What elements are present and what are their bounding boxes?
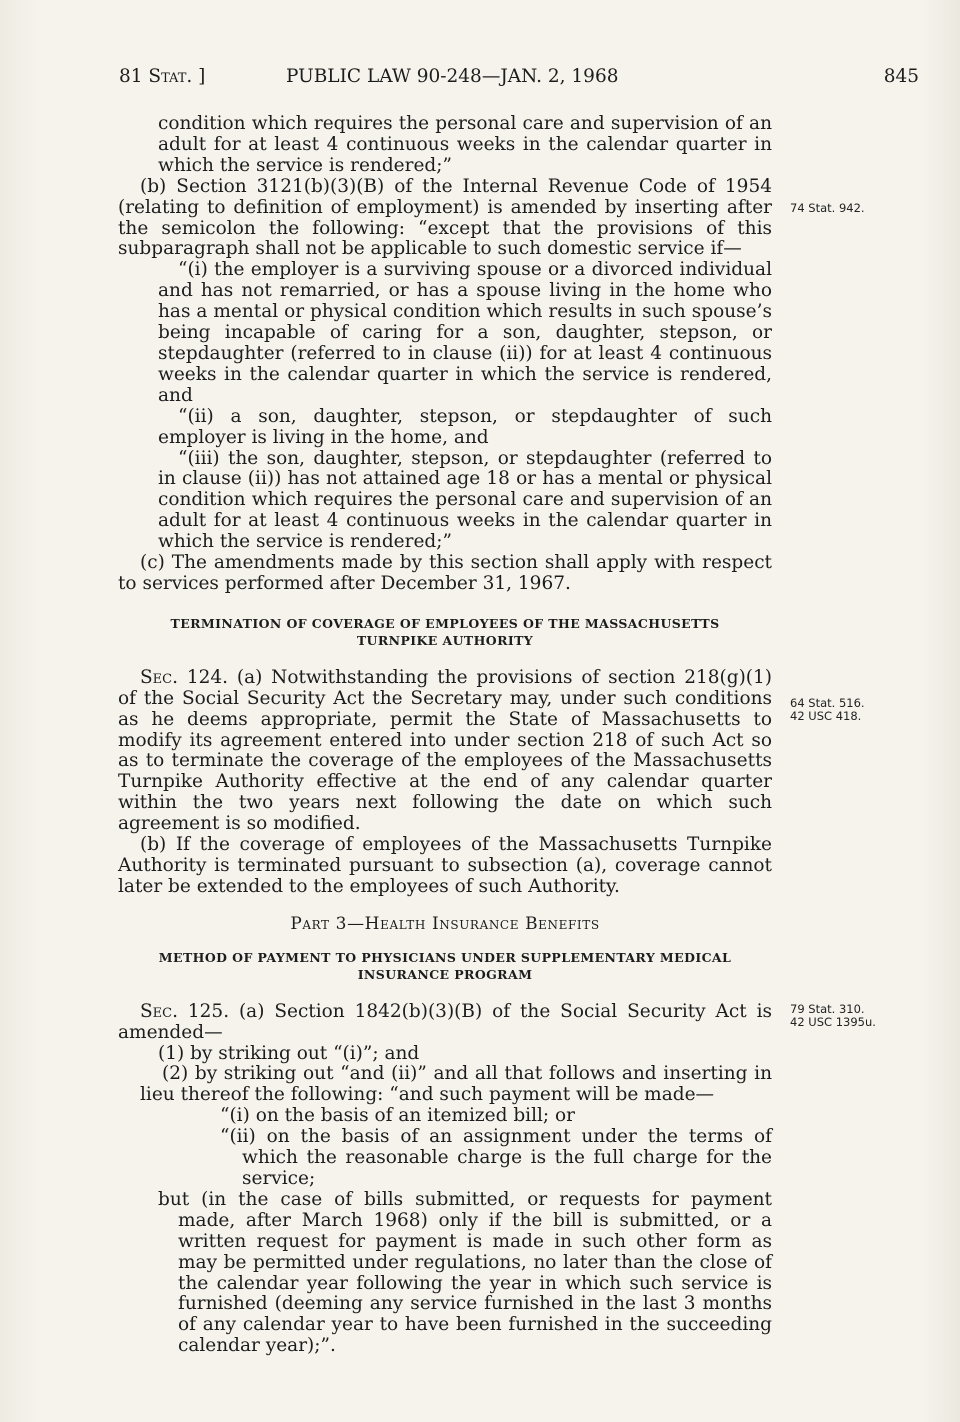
part-heading: Part 3—Health Insurance Benefits: [290, 913, 600, 934]
paragraph: “(i) on the basis of an itemized bill; or: [220, 1105, 576, 1127]
paragraph: “(iii) the son, daughter, stepson, or stepdaughter (referred to in clause (ii)) has not attained age 18 or has a mental or physical condition which requires the personal care and supervision of an adult for at least 4 continuous weeks in the calendar quarter in which the service is rendered;”: [158, 447, 772, 553]
paragraph: “(ii) a son, daughter, stepson, or stepdaughter of such employer is living in the home, and: [158, 405, 772, 448]
paragraph: (c) The amendments made by this section shall apply with respect to services performed after December 31, 1967.: [118, 552, 772, 594]
section-number: Sec. 125.: [140, 1000, 230, 1022]
section-heading: TERMINATION OF COVERAGE OF EMPLOYEES OF THE MASSACHUSETTS TURNPIKE AUTHORITY: [170, 615, 720, 648]
margin-note-3: [790, 1003, 876, 1029]
margin-note-text: 79 Stat. 310.: [790, 1002, 865, 1016]
paragraph: [118, 1002, 772, 1044]
paragraph-text: (a) Notwithstanding the provisions of section 218(g)(1) of the Social Security Act the Secretary may, under such conditions as he deems appropriate, permit the State of Massachusetts to modify its agreement entered into under section 218 of such Act so as to terminate the coverage of the employees of the Massachusetts Turnpike Authority effective at the end of any calendar quarter within the two years next following the date on which such agreement is so modified.: [118, 666, 772, 835]
page-header: [119, 66, 919, 90]
paragraph: but (in the case of bills submitted, or requests for payment made, after March 1968) only if the bill is submitted, or a written request for payment is made in such other form as may be permitted under regulations, no later than the close of the calendar year following the year in which such service is furnished (deeming any service furnished in the last 3 months of any calendar year to have been furnished in the succeeding calendar year);”.: [158, 1188, 772, 1357]
paragraph: (b) Section 3121(b)(3)(B) of the Internal Revenue Code of 1954 (relating to definition of employment) is amended by inserting after the semicolon the following: “except that the provisions of this subparagraph shall not be applicable to such domestic service if—: [118, 175, 772, 260]
paragraph: “(ii) on the basis of an assignment under the terms of which the reasonable charge is the full charge for the service;: [220, 1126, 772, 1189]
paragraph: “(i) the employer is a surviving spouse or a divorced individual and has not remarried, or has a spouse living in the home who has a mental or physical condition which results in such spouse’s being incapable of caring for a son, daughter, stepson, or stepdaughter (referred to in clause (ii)) for at least 4 continuous weeks in the calendar quarter in which the service is rendered, and: [158, 259, 772, 406]
page-title: PUBLIC LAW 90-248—JAN. 2, 1968: [286, 66, 619, 87]
page-number: 845: [883, 66, 919, 87]
document-body: [118, 114, 772, 1357]
statute-reference: 81 Stat. ]: [119, 66, 206, 87]
paragraph-text: (a) Section 1842(b)(3)(B) of the Social Security Act is amended—: [118, 1000, 772, 1043]
margin-note-text: 64 Stat. 516.: [790, 696, 865, 710]
margin-note-1: [790, 202, 865, 215]
margin-note-text: 42 USC 418.: [790, 709, 862, 723]
margin-note-text: 42 USC 1395u.: [790, 1015, 876, 1029]
margin-note-2: [790, 697, 865, 723]
paragraph: [118, 668, 772, 835]
paragraph: (b) If the coverage of employees of the Massachusetts Turnpike Authority is terminated pursuant to subsection (a), coverage cannot later be extended to the employees of such Authority.: [118, 834, 772, 897]
section-number: Sec. 124.: [140, 666, 229, 688]
paragraph: condition which requires the personal care and supervision of an adult for at least 4 continuous weeks in the calendar quarter in which the service is rendered;”: [158, 113, 772, 176]
paragraph: (2) by striking out “and (ii)” and all that follows and inserting in lieu thereof the following: “and such payment will be made—: [140, 1063, 772, 1106]
section-heading: METHOD OF PAYMENT TO PHYSICIANS UNDER SUPPLEMENTARY MEDICAL INSURANCE PROGRAM: [158, 949, 732, 982]
margin-note-text: 74 Stat. 942.: [790, 201, 865, 215]
paragraph: (1) by striking out “(i)”; and: [158, 1042, 420, 1064]
